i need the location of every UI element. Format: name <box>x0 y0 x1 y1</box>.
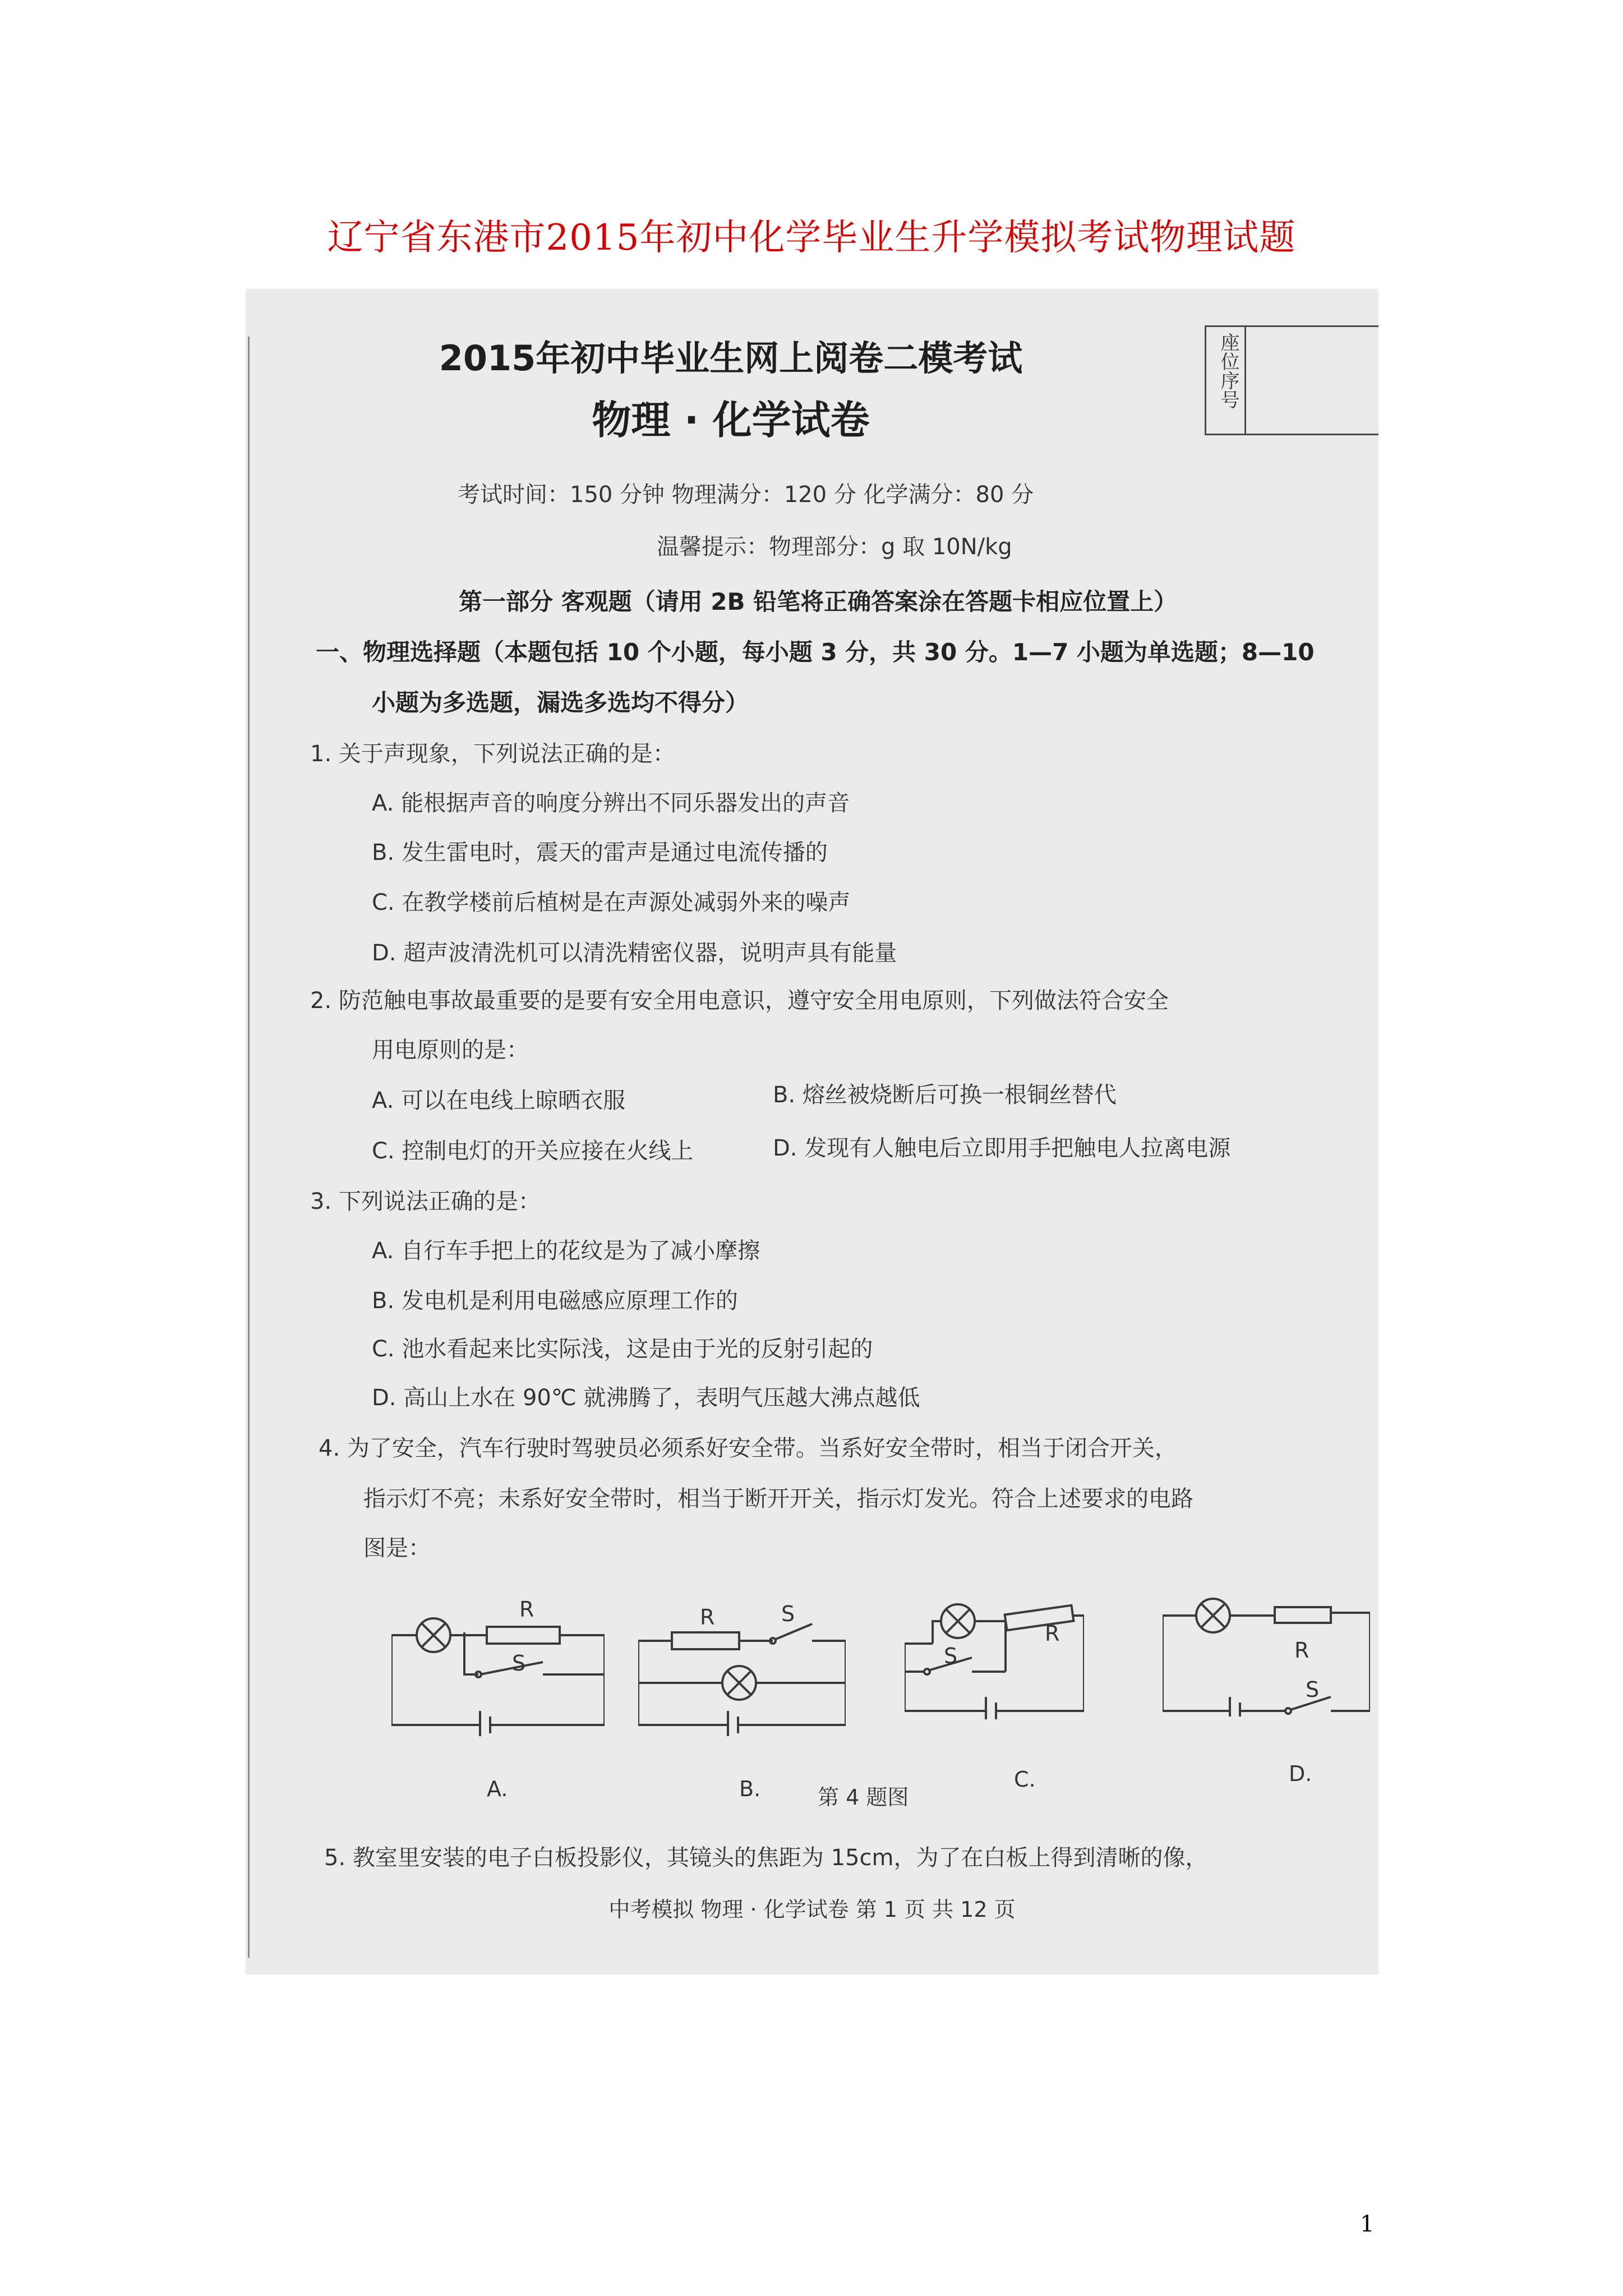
seat-number-label: 座位序号 <box>1217 333 1239 409</box>
circuit-label-c: C. <box>1014 1767 1036 1792</box>
q2-option-c: C. 控制电灯的开关应接在火线上 <box>372 1138 694 1164</box>
q2-option-a: A. 可以在电线上晾晒衣服 <box>372 1088 626 1114</box>
resistor-label: R <box>1294 1638 1310 1663</box>
resistor-label: R <box>1045 1621 1060 1646</box>
part-heading: 第一部分 客观题（请用 2B 铅笔将正确答案涂在答题卡相应位置上） <box>459 588 1178 615</box>
question-4-stem: 4. 为了安全，汽车行驶时驾驶员必须系好安全带。当系好安全带时，相当于闭合开关， <box>319 1435 1177 1461</box>
q1-option-a: A. 能根据声音的响度分辨出不同乐器发出的声音 <box>372 790 850 816</box>
question-3-stem: 3. 下列说法正确的是： <box>310 1189 541 1214</box>
switch-label: S <box>781 1602 795 1626</box>
question-4-stem-cont2: 图是： <box>363 1535 431 1561</box>
q1-option-d: D. 超声波清洗机可以清洗精密仪器，说明声具有能量 <box>372 940 897 966</box>
exam-tip: 温馨提示：物理部分：g 取 10N/kg <box>657 534 1012 560</box>
circuit-diagram-c <box>905 1588 1084 1719</box>
q2-option-d: D. 发现有人触电后立即用手把触电人拉离电源 <box>773 1135 1231 1161</box>
circuit-label-a: A. <box>487 1777 508 1801</box>
circuit-diagram-b <box>638 1602 846 1736</box>
seat-number-box <box>1205 325 1378 435</box>
resistor-label: R <box>519 1597 534 1622</box>
q3-option-a: A. 自行车手把上的花纹是为了减小摩擦 <box>372 1238 760 1264</box>
q1-option-b: B. 发生雷电时，震天的雷声是通过电流传播的 <box>372 840 828 866</box>
switch-label: S <box>512 1651 526 1676</box>
exam-subtitle: 物理 · 化学试卷 <box>592 397 870 443</box>
circuit-diagram-a <box>391 1597 605 1736</box>
question-4-stem-cont: 指示灯不亮；未系好安全带时，相当于断开开关，指示灯发光。符合上述要求的电路 <box>363 1486 1193 1512</box>
resistor-label: R <box>700 1605 715 1630</box>
exam-title: 2015年初中毕业生网上阅卷二模考试 <box>439 338 1023 379</box>
question-2-stem-cont: 用电原则的是： <box>372 1037 529 1063</box>
q3-option-b: B. 发电机是利用电磁感应原理工作的 <box>372 1288 738 1314</box>
figure-caption: 第 4 题图 <box>818 1785 909 1810</box>
circuit-diagram-d <box>1163 1582 1370 1717</box>
circuit-label-b: B. <box>739 1777 761 1801</box>
question-5-stem: 5. 教室里安装的电子白板投影仪，其镜头的焦距为 15cm，为了在白板上得到清晰的像， <box>324 1845 1208 1871</box>
scanned-exam-page <box>246 289 1378 1975</box>
section-heading: 一、物理选择题（本题包括 10 个小题，每小题 3 分，共 30 分。1—7 小题为单选题；8—10 <box>316 638 1315 666</box>
switch-label: S <box>944 1644 958 1668</box>
question-1-stem: 1. 关于声现象，下列说法正确的是： <box>310 741 675 767</box>
q1-option-c: C. 在教学楼前后植树是在声源处减弱外来的噪声 <box>372 890 851 915</box>
q3-option-d: D. 高山上水在 90℃ 就沸腾了，表明气压越大沸点越低 <box>372 1385 920 1411</box>
section-heading-cont: 小题为多选题，漏选多选均不得分） <box>372 689 749 716</box>
seat-box-divider <box>1244 327 1246 434</box>
q3-option-c: C. 池水看起来比实际浅，这是由于光的反射引起的 <box>372 1336 873 1362</box>
document-title: 辽宁省东港市2015年初中化学毕业生升学模拟考试物理试题 <box>327 217 1296 259</box>
page-footer: 中考模拟 物理 · 化学试卷 第 1 页 共 12 页 <box>608 1897 1016 1922</box>
switch-label: S <box>1306 1677 1320 1702</box>
q2-option-b: B. 熔丝被烧断后可换一根铜丝替代 <box>773 1082 1117 1108</box>
page-number: 1 <box>1360 2211 1375 2237</box>
scan-edge-line <box>248 337 250 1958</box>
question-2-stem: 2. 防范触电事故最重要的是要有安全用电意识，遵守安全用电原则，下列做法符合安全 <box>310 988 1169 1014</box>
exam-info: 考试时间：150 分钟 物理满分：120 分 化学满分：80 分 <box>458 482 1034 508</box>
circuit-label-d: D. <box>1289 1761 1312 1786</box>
